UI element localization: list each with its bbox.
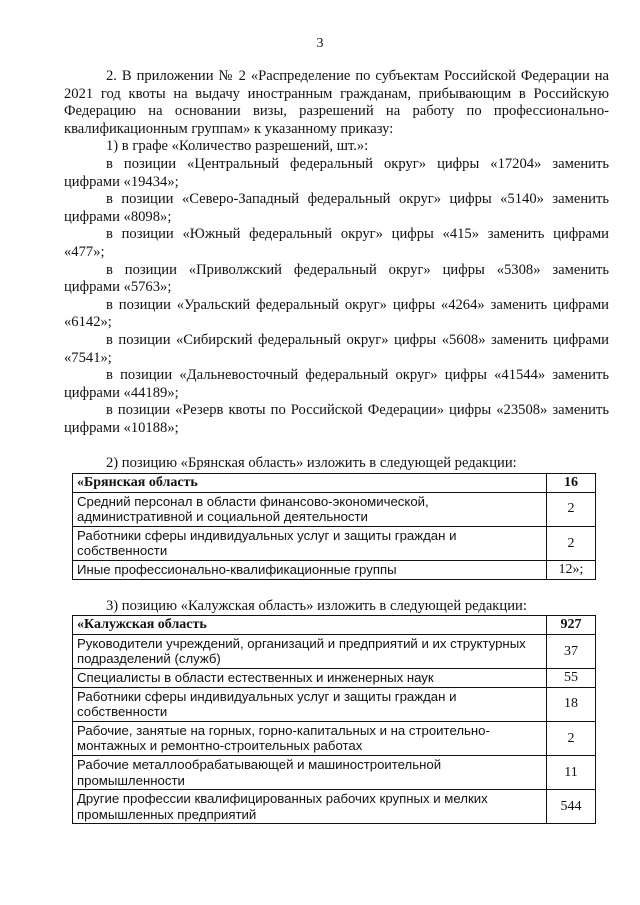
group-label: Руководители учреждений, организаций и предприятий и их структурных подразделений (служб): [73, 634, 547, 668]
table-row: [73, 492, 596, 526]
kaluga-table: [72, 615, 596, 824]
group-label: Средний персонал в области финансово-экономической, административной и социальной деятельности: [73, 492, 547, 526]
table-header-row: [73, 474, 596, 493]
table-row: [73, 634, 596, 668]
replacement-item: в позиции «Резерв квоты по Российской Федерации» цифры «23508» заменить цифрами «10188»;: [64, 402, 609, 436]
replacement-item: в позиции «Приволжский федеральный округ» цифры «5308» заменить цифрами «5763»;: [64, 261, 609, 296]
group-value: 544: [547, 790, 596, 824]
group-label: Рабочие, занятые на горных, горно-капитальных и на строительно-монтажных и ремонтно-строительных работах: [73, 721, 547, 755]
replacement-item: в позиции «Южный федеральный округ» цифры «415» заменить цифрами «477»;: [64, 226, 609, 260]
bryansk-caption: 2) позицию «Брянская область» изложить в следующей редакции:: [106, 455, 517, 472]
table-row: [73, 687, 596, 721]
region-name: «Брянская область: [73, 474, 547, 493]
document-body: [64, 68, 609, 824]
page-number: 3: [316, 36, 324, 51]
group-value: 18: [547, 687, 596, 721]
region-name: «Калужская область: [73, 616, 547, 635]
group-value: 37: [547, 634, 596, 668]
region-total: 16: [547, 474, 596, 493]
group-label: Специалисты в области естественных и инженерных наук: [73, 669, 547, 688]
group-label: Другие профессии квалифицированных рабочих крупных и мелких промышленных предприятий: [73, 790, 547, 824]
group-label: Иные профессионально-квалификационные группы: [73, 561, 547, 580]
group-label: Рабочие металлообрабатывающей и машиностроительной промышленности: [73, 755, 547, 789]
bryansk-table: [72, 473, 596, 580]
group-value: 2: [547, 526, 596, 560]
group-value: 11: [547, 755, 596, 789]
replacement-item: в позиции «Сибирский федеральный округ» цифры «5608» заменить цифрами «7541»;: [64, 331, 609, 366]
replacement-item: в позиции «Уральский федеральный округ» цифры «4264» заменить цифрами «6142»;: [64, 296, 609, 331]
region-total: 927: [547, 616, 596, 635]
subclause-1: 1) в графе «Количество разрешений, шт.»:: [106, 138, 369, 155]
table-row: [73, 526, 596, 560]
table-row: [73, 669, 596, 688]
replacement-item: в позиции «Дальневосточный федеральный округ» цифры «41544» заменить цифрами «44189»;: [64, 367, 609, 401]
table-row: [73, 790, 596, 824]
replacement-item: в позиции «Северо-Западный федеральный округ» цифры «5140» заменить цифрами «8098»;: [64, 191, 609, 225]
group-label: Работники сферы индивидуальных услуг и защиты граждан и собственности: [73, 526, 547, 560]
group-value: 55: [547, 669, 596, 688]
table-row: [73, 561, 596, 580]
intro-paragraph: 2. В приложении № 2 «Распределение по субъектам Российской Федерации на 2021 год квоты на выдачу иностранным гражданам, прибывающим в Российскую Федерацию на основании визы, разрешений на работу по профессионально-квалификационным группам» к указанному приказу:: [64, 68, 609, 137]
kaluga-caption: 3) позицию «Калужская область» изложить в следующей редакции:: [106, 597, 527, 614]
table-row: [73, 755, 596, 789]
group-value: 12»;: [547, 561, 596, 580]
table-row: [73, 721, 596, 755]
group-value: 2: [547, 492, 596, 526]
group-value: 2: [547, 721, 596, 755]
replacement-item: в позиции «Центральный федеральный округ» цифры «17204» заменить цифрами «19434»;: [64, 155, 609, 190]
group-label: Работники сферы индивидуальных услуг и защиты граждан и собственности: [73, 687, 547, 721]
table-header-row: [73, 616, 596, 635]
